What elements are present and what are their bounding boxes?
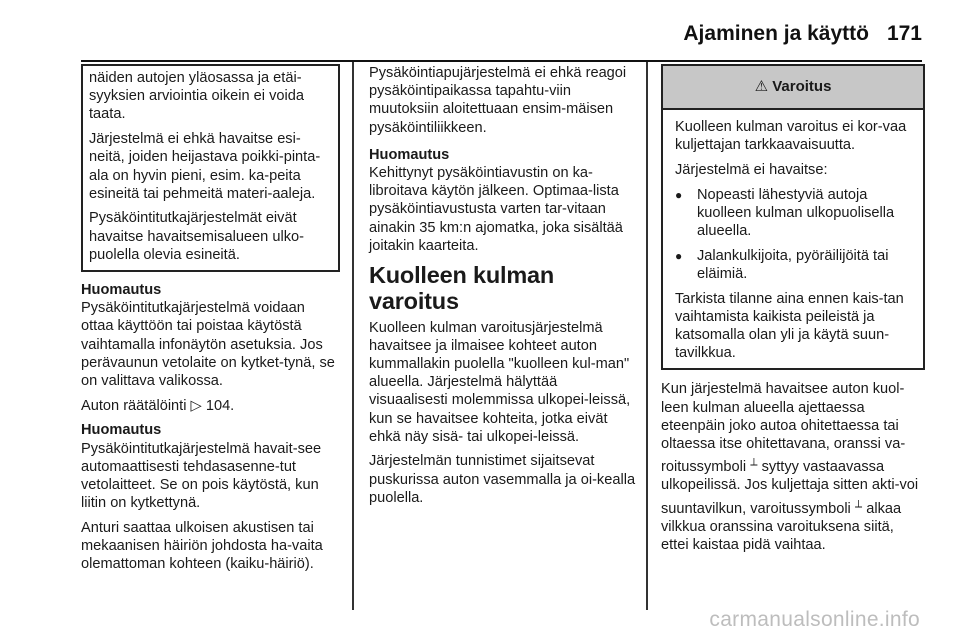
watermark: carmanualsonline.info [709,608,920,631]
bullet-text: Jalankulkijoita, pyöräilijöitä tai eläimiä. [697,247,889,282]
column-divider-1 [352,62,354,610]
warning-header [663,66,923,110]
warning-paragraph: Tarkista tilanne aina ennen kais-tan vaihtamista kaikista peileistä ja katsomalla olan yli ja käytä suun-tavilkkua. [675,290,904,362]
paragraph: Anturi saattaa ulkoisen akustisen tai mekaanisen häiriön johdosta ha-vaita olemattoman kohteen (kaiku-häiriö). [81,519,323,573]
page-header [683,22,922,46]
chapter-title: Ajaminen ja käyttö [683,22,869,45]
bullet-icon: ● [675,248,683,263]
note-text: Pysäköintitutkajärjestelmä havait-see automaattisesti tehdasasenne-tut vetolaitteet. Se on pois käytöstä, kun liitin on kytkettynä. [81,440,322,512]
box-paragraph: Järjestelmä ei ehkä havaitse esi-neitä, joiden heijastava poikki-pinta-ala on hyvin pieni, esim. ka-peita esineitä tai pehmeitä materi-aaleja. [89,131,321,202]
page-number: 171 [886,22,922,45]
reference-label: Auton räätälöinti [81,397,187,414]
paragraph-part: Kun järjestelmä havaitsee auton kuol-leen kulman alueella ajettaessa eteenpäin joko autoa ohitettaessa tai oltaessa itse ohitettavana, oranssi va-roitussymboli [661,381,906,476]
box-paragraph: Pysäköintitutkajärjestelmät eivät havaitse havaitsemisalueen ulko-puolella olevia esineitä. [89,210,304,263]
paragraph: Pysäköintiapujärjestelmä ei ehkä reagoi pysäköintipaikassa tapahtu-viin muutoksiin aloitettuaan ensim-mäisen pysäköintiliikkeen. [369,65,627,136]
column-1 [81,64,340,580]
box-paragraph: näiden autojen yläosassa ja etäi-syyksien arviointia oikein ei voida taata. [89,70,304,123]
blind-spot-warning-icon: ⟂ [854,497,863,510]
warning-paragraph: Järjestelmä ei havaitse: [675,161,828,178]
note-heading: Huomautus [81,422,162,439]
column-2 [369,64,637,514]
bullet-item [675,247,913,283]
bullet-text: Nopeasti lähestyviä autoja kuolleen kulman ulkopuolisella alueella. [697,186,895,240]
warning-paragraph: Kuolleen kulman varoitus ei kor-vaa kuljettajan tarkkaavaisuutta. [675,119,907,154]
note-heading: Huomautus [369,146,450,163]
warning-icon: ⚠ [754,78,769,95]
paragraph-part: syttyy vastaavassa ulkopeilissä. Jos kuljettaja sitten akti-voi suuntavilkun, varoitussymboli [661,459,919,517]
paragraph: Kuolleen kulman varoitusjärjestelmä havaitsee ja ilmaisee kohteet auton kummallakin puolella "kuolleen kul-man" alueella. Järjestelmä hälyttää visuaalisesti molemmissa ulkopei-leissä, kun se havaitsee kohteita, jotka eivät ehkä näy sisä- tai ulkopei-leissä. [369,319,631,445]
column-divider-2 [646,62,648,610]
note-heading: Huomautus [81,282,162,299]
framed-text-box [81,64,340,272]
note-text: Kehittynyt pysäköintiavustin on ka-libroitava käytön jälkeen. Optimaa-lista pysäköintiavustusta varten tar-vitaan ainakin 35 km:n ajomatka, joka sisältää joitakin kaarteita. [369,165,623,254]
warning-body [663,110,923,368]
bullet-icon: ● [675,187,683,202]
paragraph [661,380,925,554]
paragraph: Järjestelmän tunnistimet sijaitsevat puskurissa auton vasemmalla ja oi-kealla puolella. [369,453,636,506]
header-rule [81,60,922,62]
blind-spot-warning-icon: ⟂ [750,456,758,469]
bullet-item [675,186,913,241]
warning-box [661,64,925,370]
cross-reference[interactable] [81,397,340,415]
column-3 [661,64,925,560]
section-heading: Kuolleen kulman varoitus [369,261,555,314]
page-reference-arrow-icon: ▷ [190,397,202,414]
reference-page: 104. [201,397,235,414]
note-text: Pysäköintitutkajärjestelmä voidaan ottaa käyttöön tai poistaa käytöstä vaihtamalla infonäytön asetuksia. Jos perävaunun vetolaite on kytket-tynä, se on valittava valikossa. [81,300,335,390]
paragraph-part: alkaa vilkkua oranssina varoituksena siitä, ettei kaistaa pidä vaihtaa. [661,500,902,553]
warning-title: Varoitus [772,78,832,95]
